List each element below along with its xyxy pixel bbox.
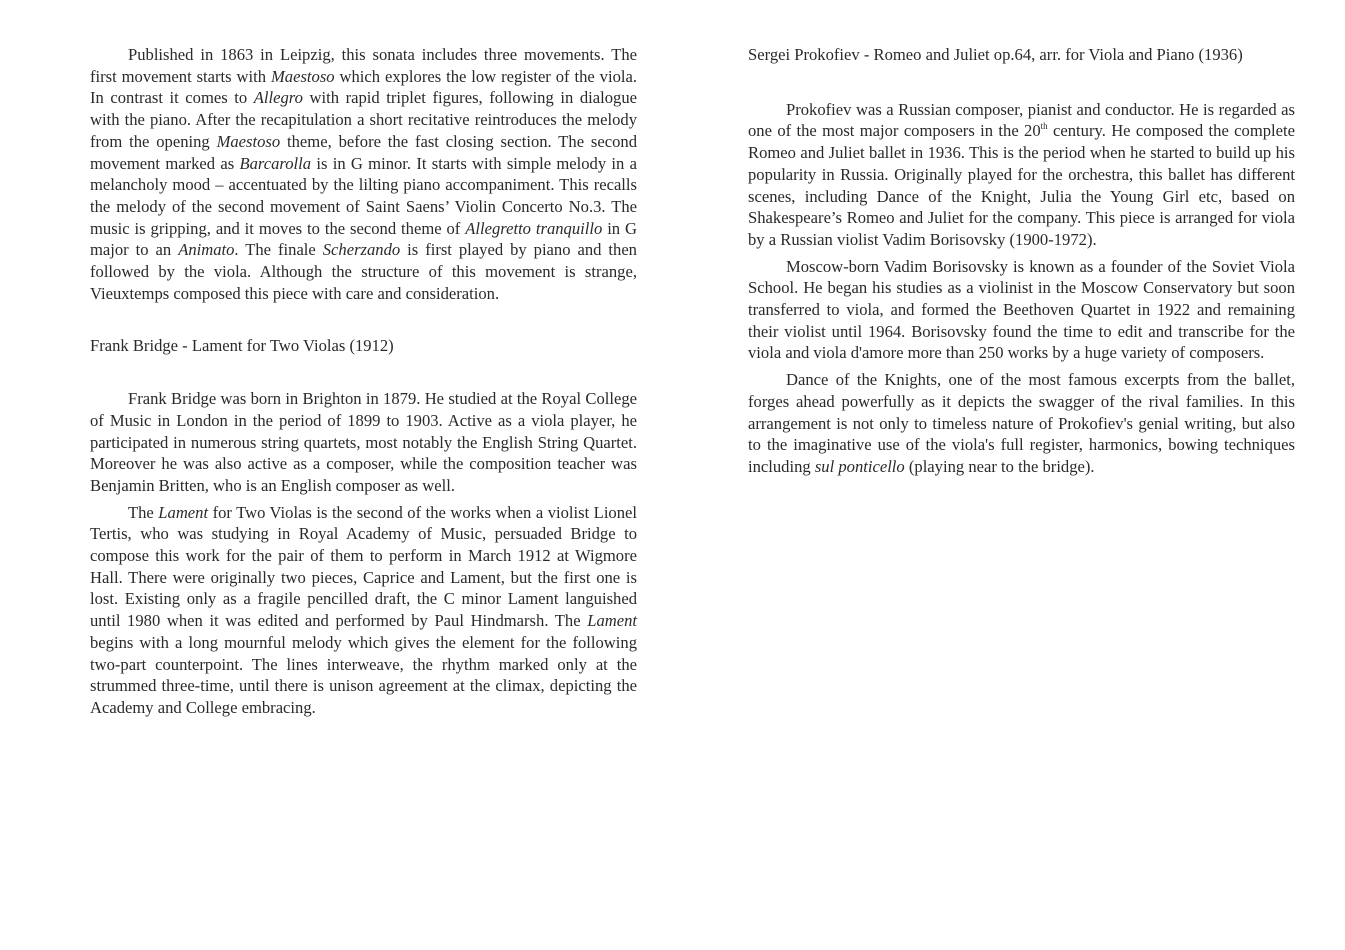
prokofiev-biography-paragraph: Prokofiev was a Russian composer, pianist and conductor. He is regarded as one of the most major composers in the 20th century. He composed the complete Romeo and Juliet ballet in 1936. This is the period when he started to build up his popularity in Russia. Originally played for the orchestra, this ballet has different scenes, including Dance of the Knight, Julia the Young Girl etc, based on Shakespeare’s Romeo and Juliet for the company. This piece is arranged for viola by a Russian violist Vadim Borisovsky (1900-1972). <box>748 99 1295 249</box>
bridge-lament-paragraph: The Lament for Two Violas is the second of the works when a violist Lionel Tertis, who was studying in Royal Academy of Music, persuaded Bridge to compose this work for the pair of them to perform in March 1912 at Wigmore Hall. There were originally two pieces, Caprice and Lament, but the first one is lost. Existing only as a fragile pencilled draft, the C minor Lament languished until 1980 when it was edited and performed by Paul Hindmarsh. The Lament begins with a long mournful melody which gives the element for the following two-part counterpoint. The lines interweave, the rhythm marked only at the strummed three-time, until there is unison agreement at the climax, depicting the Academy and College embracing. <box>90 502 637 717</box>
vieuxtemps-sonata-paragraph: Published in 1863 in Leipzig, this sonata includes three movements. The first movement starts with Maestoso which explores the low register of the viola. In contrast it comes to Allegro with rapid triplet figures, following in dialogue with the piano. After the recapitulation a short recitative reintroduces the melody from the opening Maestoso theme, before the fast closing section. The second movement marked as Barcarolla is in G minor. It starts with simple melody in a melancholy mood – accentuated by the lilting piano accompaniment. This recalls the melody of the second movement of Saint Saens’ Violin Concerto No.3. The music is gripping, and it moves to the second theme of Allegretto tranquillo in G major to an Animato. The finale Scherzando is first played by piano and then followed by the viola. Although the structure of this movement is strange, Vieuxtemps composed this piece with care and consideration. <box>90 45 637 303</box>
borisovsky-paragraph: Moscow-born Vadim Borisovsky is known as a founder of the Soviet Viola School. He began his studies as a violinist in the Moscow Conservatory but soon transferred to viola, and formed the Beethoven Quartet in 1922 and remaining their violist until 1964. Borisovsky found the time to edit and transcribe for the viola and viola d'amore more than 250 works by a huge variety of composers. <box>748 256 1295 363</box>
dance-of-the-knights-paragraph: Dance of the Knights, one of the most famous excerpts from the ballet, forges ahead powerfully as it depicts the swagger of the rival families. In this arrangement is not only to timeless nature of Prokofiev's genial writing, but also to the imaginative use of the viola's full register, harmonics, bowing techniques including sul ponticello (playing near to the bridge). <box>748 370 1295 476</box>
prokofiev-romeo-juliet-title: Sergei Prokofiev - Romeo and Juliet op.64, arr. for Viola and Piano (1936) <box>748 45 1243 64</box>
left-column <box>90 44 637 724</box>
bridge-lament-title: Frank Bridge - Lament for Two Violas (1912) <box>90 336 394 356</box>
bridge-biography-paragraph: Frank Bridge was born in Brighton in 1879. He studied at the Royal College of Music in London in the period of 1899 to 1903. Active as a viola player, he participated in numerous string quartets, most notably the English String Quartet. Moreover he was also active as a composer, while the composition teacher was Benjamin Britten, who is an English composer as well. <box>90 389 637 495</box>
right-column <box>748 44 1295 483</box>
